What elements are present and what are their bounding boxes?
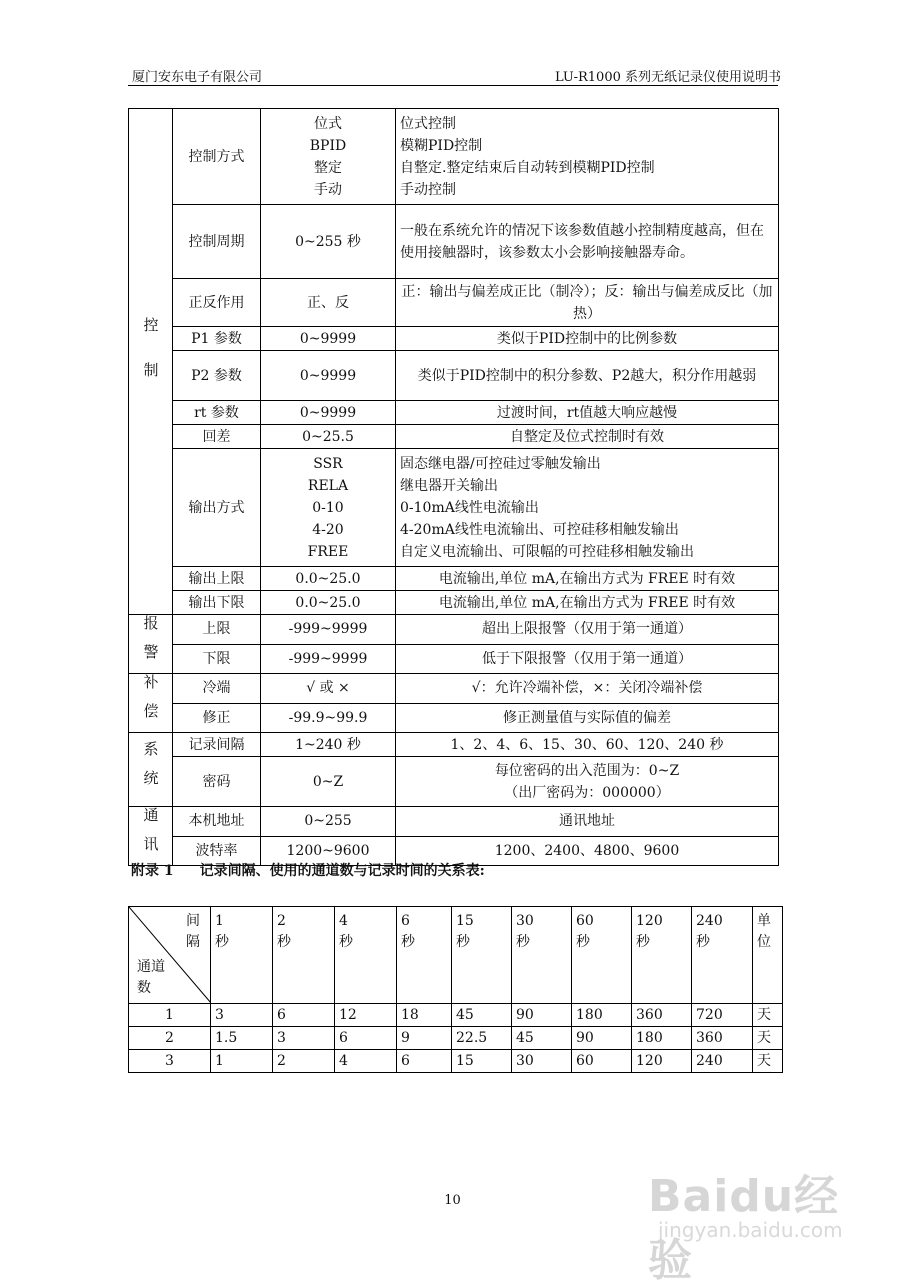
channel-count: 1	[129, 1004, 211, 1027]
param-desc	[396, 757, 779, 807]
category-communication: 通讯	[129, 807, 173, 866]
record-days: 6	[273, 1004, 335, 1027]
param-range: 0.0~25.0	[261, 567, 396, 591]
corner-bottom-label	[137, 957, 167, 999]
record-days: 18	[397, 1004, 452, 1027]
param-value: FREE	[307, 543, 349, 560]
record-days: 180	[572, 1004, 632, 1027]
record-days: 15	[452, 1050, 512, 1073]
param-range: -99.9~99.9	[261, 703, 396, 733]
param-value: 0-10	[312, 499, 344, 516]
param-name: P1 参数	[173, 327, 261, 351]
appendix-heading	[131, 860, 485, 880]
header-company: 厦门安东电子有限公司	[132, 70, 263, 85]
record-days: 22.5	[452, 1027, 512, 1050]
record-days: 45	[452, 1004, 512, 1027]
desc-line: 每位密码的出入范围为：0~Z	[494, 762, 680, 779]
interval-unit: 秒	[339, 934, 353, 950]
appendix-title: 记录间隔、使用的通道数与记录时间的关系表:	[199, 863, 485, 879]
interval-value: 15	[456, 913, 474, 929]
desc-line: 固态继电器/可控硅过零触发输出	[400, 455, 601, 472]
param-range: 1~240 秒	[261, 733, 396, 757]
record-days: 6	[335, 1027, 397, 1050]
param-name: 记录间隔	[173, 733, 261, 757]
unit-cell: 天	[753, 1004, 783, 1027]
interval-header	[397, 907, 452, 1004]
param-desc: 正：输出与偏差成正比（制冷）；反：输出与偏差成反比（加热）	[396, 279, 779, 327]
record-days: 90	[572, 1027, 632, 1050]
interval-value: 4	[339, 913, 348, 929]
param-range: 0~255	[261, 807, 396, 837]
watermark-url: jingyan.baidu.com	[658, 1218, 843, 1242]
param-name: 波特率	[173, 836, 261, 866]
param-range: 1200~9600	[261, 836, 396, 866]
interval-header	[273, 907, 335, 1004]
channel-count: 3	[129, 1050, 211, 1073]
param-name: 正反作用	[173, 279, 261, 327]
unit-header: 单位	[753, 907, 783, 1004]
desc-line: 手动控制	[400, 181, 456, 198]
param-desc: 一般在系统允许的情况下该参数值越小控制精度越高，但在使用接触器时，该参数太小会影响接触器寿命。	[396, 205, 779, 279]
param-desc: 修正测量值与实际值的偏差	[396, 703, 779, 733]
param-value: 手动	[314, 181, 342, 198]
param-value: SSR	[313, 455, 343, 472]
watermark-logo: Baidu经验	[648, 1171, 840, 1286]
record-days: 6	[397, 1050, 452, 1073]
interval-value: 1	[215, 913, 224, 929]
record-days: 3	[273, 1027, 335, 1050]
record-days: 180	[632, 1027, 692, 1050]
interval-unit: 秒	[215, 934, 229, 950]
interval-value: 30	[516, 913, 534, 929]
desc-line: 4-20mA线性电流输出、可控硅移相触发输出	[400, 521, 679, 538]
param-desc: 1、2、4、6、15、30、60、120、240 秒	[396, 733, 779, 757]
record-days: 30	[512, 1050, 572, 1073]
param-value: BPID	[309, 137, 347, 154]
param-range: 0.0~25.0	[261, 591, 396, 615]
interval-header	[572, 907, 632, 1004]
interval-header	[692, 907, 753, 1004]
param-range	[261, 449, 396, 567]
param-range: 正、反	[261, 279, 396, 327]
record-time-table	[128, 906, 783, 1073]
param-desc: 电流输出,单位 mA,在输出方式为 FREE 时有效	[396, 591, 779, 615]
record-days: 9	[397, 1027, 452, 1050]
param-range: -999~9999	[261, 644, 396, 674]
param-name: 上限	[173, 615, 261, 645]
param-name: 输出方式	[173, 449, 261, 567]
interval-unit: 秒	[277, 934, 291, 950]
interval-value: 60	[576, 913, 594, 929]
record-days: 2	[273, 1050, 335, 1073]
desc-line: 自定义电流输出、可限幅的可控硅移相触发输出	[400, 543, 694, 560]
header-title: LU-R1000 系列无纸记录仪使用说明书	[554, 70, 781, 85]
record-days: 360	[692, 1027, 753, 1050]
interval-header	[452, 907, 512, 1004]
param-value: 4-20	[312, 521, 344, 538]
param-range: 0~255 秒	[261, 205, 396, 279]
record-days: 3	[211, 1004, 273, 1027]
param-desc: √：允许冷端补偿，×：关闭冷端补偿	[396, 674, 779, 704]
param-value: 位式	[314, 115, 342, 132]
channel-count: 2	[129, 1027, 211, 1050]
param-desc: 1200、2400、4800、9600	[396, 836, 779, 866]
interval-value: 240	[696, 913, 723, 929]
param-range: 0~9999	[261, 351, 396, 401]
record-days: 90	[512, 1004, 572, 1027]
param-desc: 自整定及位式控制时有效	[396, 425, 779, 449]
param-desc	[396, 109, 779, 205]
record-days: 60	[572, 1050, 632, 1073]
param-range: 0~9999	[261, 327, 396, 351]
record-days: 4	[335, 1050, 397, 1073]
param-desc: 电流输出,单位 mA,在输出方式为 FREE 时有效	[396, 567, 779, 591]
record-days: 720	[692, 1004, 753, 1027]
header-rule	[128, 85, 778, 86]
param-range: 0~25.5	[261, 425, 396, 449]
param-range	[261, 109, 396, 205]
interval-value: 6	[401, 913, 410, 929]
param-name: 下限	[173, 644, 261, 674]
param-desc: 类似于PID控制中的积分参数、P2越大，积分作用越弱	[396, 351, 779, 401]
param-name: rt 参数	[173, 401, 261, 425]
category-alarm: 报警	[129, 615, 173, 674]
interval-unit: 秒	[516, 934, 530, 950]
param-value: 整定	[314, 159, 342, 176]
category-system: 系统	[129, 733, 173, 807]
param-desc: 过渡时间，rt值越大响应越慢	[396, 401, 779, 425]
record-days: 120	[632, 1050, 692, 1073]
param-range: 0~Z	[261, 757, 396, 807]
category-compensation: 补偿	[129, 674, 173, 733]
param-name: 输出上限	[173, 567, 261, 591]
interval-value: 2	[277, 913, 286, 929]
record-days: 1.5	[211, 1027, 273, 1050]
param-name: 密码	[173, 757, 261, 807]
unit-cell: 天	[753, 1050, 783, 1073]
desc-line: 0-10mA线性电流输出	[400, 499, 539, 516]
record-days: 240	[692, 1050, 753, 1073]
param-desc: 通讯地址	[396, 807, 779, 837]
interval-value: 120	[636, 913, 663, 929]
param-name: 冷端	[173, 674, 261, 704]
desc-line: 继电器开关输出	[400, 477, 498, 494]
category-control: 控制	[129, 109, 173, 615]
desc-line: （出厂密码为：000000）	[504, 784, 670, 801]
interval-header	[632, 907, 692, 1004]
interval-unit: 秒	[456, 934, 470, 950]
interval-header	[335, 907, 397, 1004]
interval-unit: 秒	[696, 934, 710, 950]
param-range: 0~9999	[261, 401, 396, 425]
record-days: 360	[632, 1004, 692, 1027]
param-name: 控制方式	[173, 109, 261, 205]
desc-line: 位式控制	[400, 115, 456, 132]
channel-label: 通道数	[137, 959, 165, 996]
param-range: √ 或 ×	[261, 674, 396, 704]
interval-label: 间隔	[186, 913, 200, 950]
param-name: P2 参数	[173, 351, 261, 401]
param-name: 输出下限	[173, 591, 261, 615]
watermark	[648, 1160, 858, 1286]
param-name: 回差	[173, 425, 261, 449]
param-range: -999~9999	[261, 615, 396, 645]
interval-header	[211, 907, 273, 1004]
record-days: 45	[512, 1027, 572, 1050]
interval-unit: 秒	[576, 934, 590, 950]
appendix-number: 附录 1	[131, 863, 174, 879]
param-name: 本机地址	[173, 807, 261, 837]
record-days: 1	[211, 1050, 273, 1073]
corner-header	[129, 907, 211, 1004]
param-desc: 低于下限报警（仅用于第一通道）	[396, 644, 779, 674]
page-number: 10	[444, 1193, 461, 1208]
param-desc	[396, 449, 779, 567]
interval-unit: 秒	[636, 934, 650, 950]
unit-cell: 天	[753, 1027, 783, 1050]
param-name: 修正	[173, 703, 261, 733]
parameter-table	[128, 108, 779, 866]
record-days: 12	[335, 1004, 397, 1027]
corner-top-label	[186, 911, 200, 953]
param-value: RELA	[307, 477, 349, 494]
interval-unit: 秒	[401, 934, 415, 950]
param-name: 控制周期	[173, 205, 261, 279]
desc-line: 模糊PID控制	[400, 137, 483, 154]
param-desc: 超出上限报警（仅用于第一通道）	[396, 615, 779, 645]
param-desc: 类似于PID控制中的比例参数	[396, 327, 779, 351]
interval-header	[512, 907, 572, 1004]
desc-line: 自整定.整定结束后自动转到模糊PID控制	[400, 159, 655, 176]
